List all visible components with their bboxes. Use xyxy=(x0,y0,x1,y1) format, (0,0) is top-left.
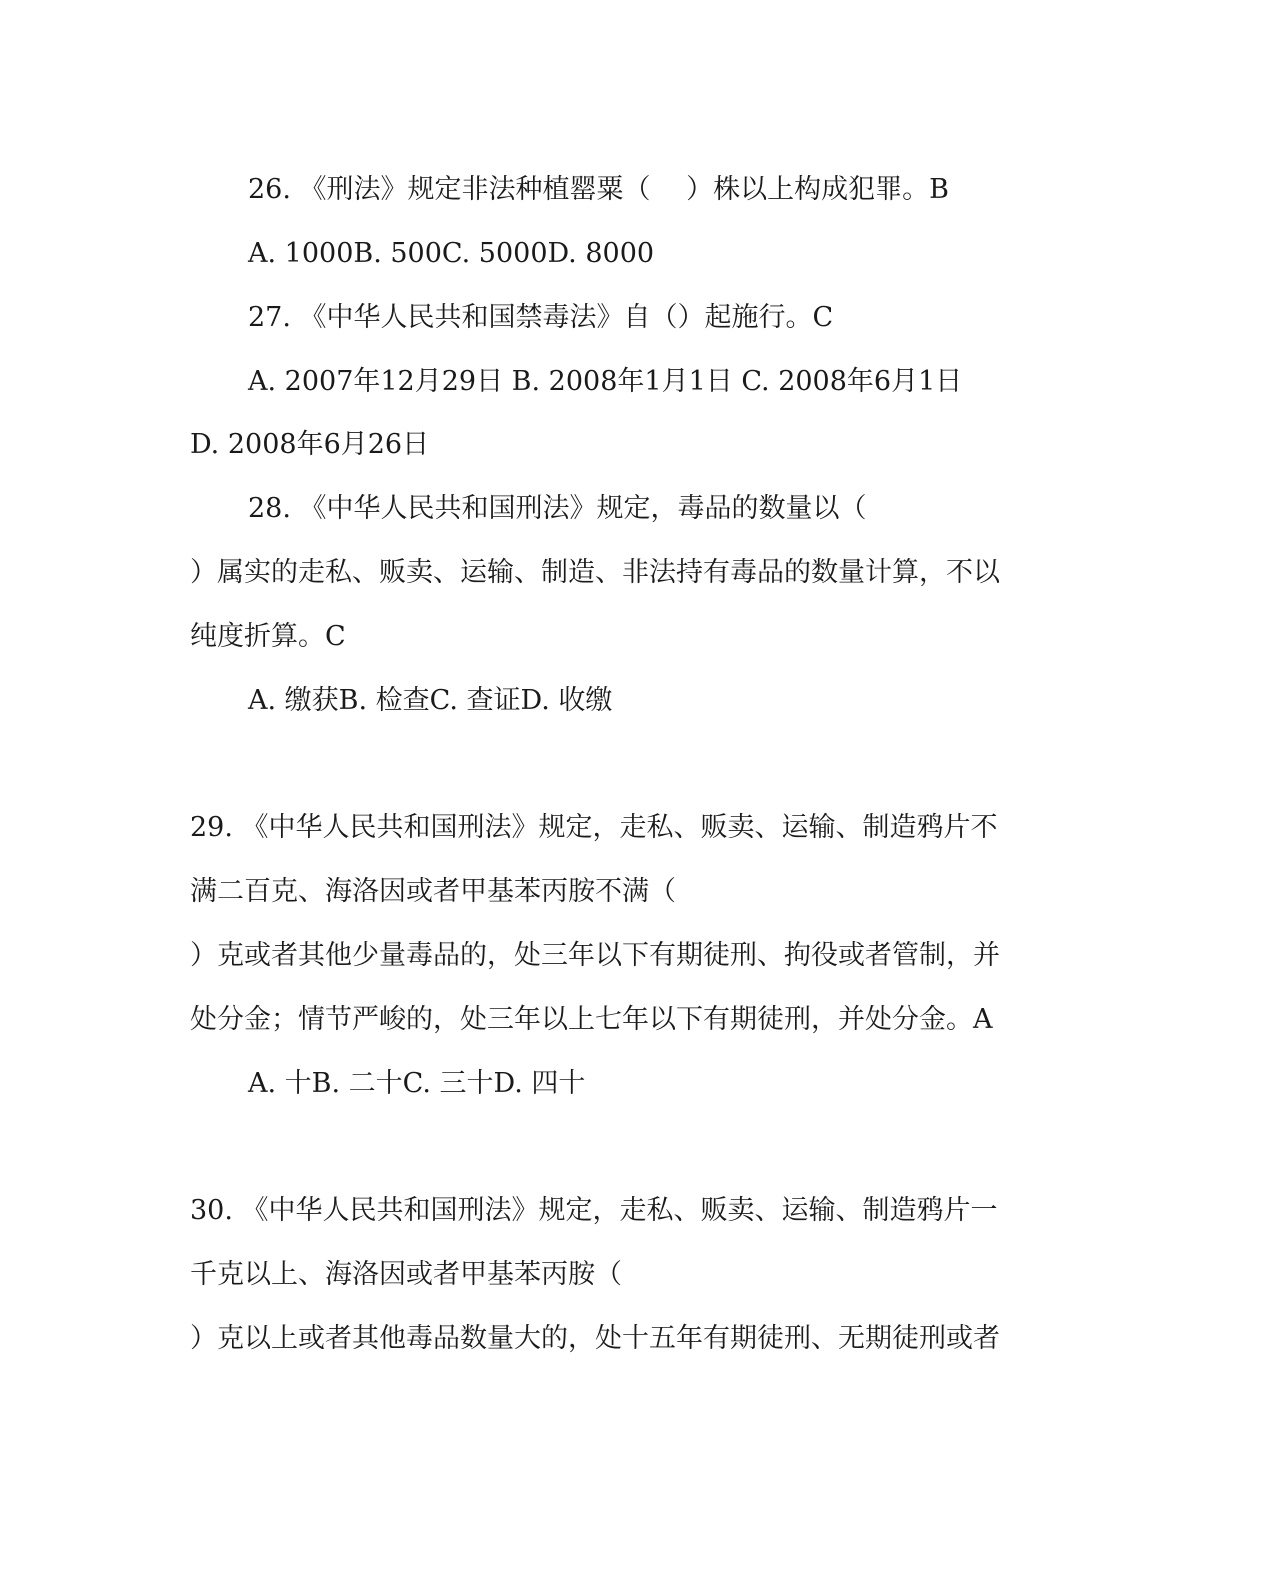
q26-question: 26. 《刑法》规定非法种植罂粟（ ）株以上构成犯罪。B xyxy=(248,174,949,205)
q28-options: A. 缴获B. 检查C. 查证D. 收缴 xyxy=(248,685,613,716)
q28-question: 28. 《中华人民共和国刑法》规定，毒品的数量以（ xyxy=(248,493,867,524)
q29-options: A. 十B. 二十C. 三十D. 四十 xyxy=(248,1068,586,1099)
q30-question-continued: 千克以上、海洛因或者甲基苯丙胺（ xyxy=(190,1259,622,1290)
q29-question-end: 处分金；情节严峻的，处三年以上七年以下有期徒刑，并处分金。A xyxy=(190,1004,993,1035)
q30-question: 30. 《中华人民共和国刑法》规定，走私、贩卖、运输、制造鸦片一 xyxy=(190,1195,998,1226)
q29-question-continued: 满二百克、海洛因或者甲基苯丙胺不满（ xyxy=(190,876,676,907)
q30-question-continued-2: ）克以上或者其他毒品数量大的，处十五年有期徒刑、无期徒刑或者 xyxy=(190,1323,1000,1354)
q26-options: A. 1000B. 500C. 5000D. 8000 xyxy=(248,238,655,269)
q27-options-continued: D. 2008年6月26日 xyxy=(190,429,430,460)
q27-options: A. 2007年12月29日 B. 2008年1月1日 C. 2008年6月1日 xyxy=(248,366,963,397)
q28-question-continued: ）属实的走私、贩卖、运输、制造、非法持有毒品的数量计算，不以 xyxy=(190,557,1000,588)
q28-question-end: 纯度折算。C xyxy=(190,621,346,652)
q29-question: 29. 《中华人民共和国刑法》规定，走私、贩卖、运输、制造鸦片不 xyxy=(190,812,998,843)
q27-question: 27. 《中华人民共和国禁毒法》自（）起施行。C xyxy=(248,302,834,333)
q29-question-continued-2: ）克或者其他少量毒品的，处三年以下有期徒刑、拘役或者管制，并 xyxy=(190,940,1000,971)
